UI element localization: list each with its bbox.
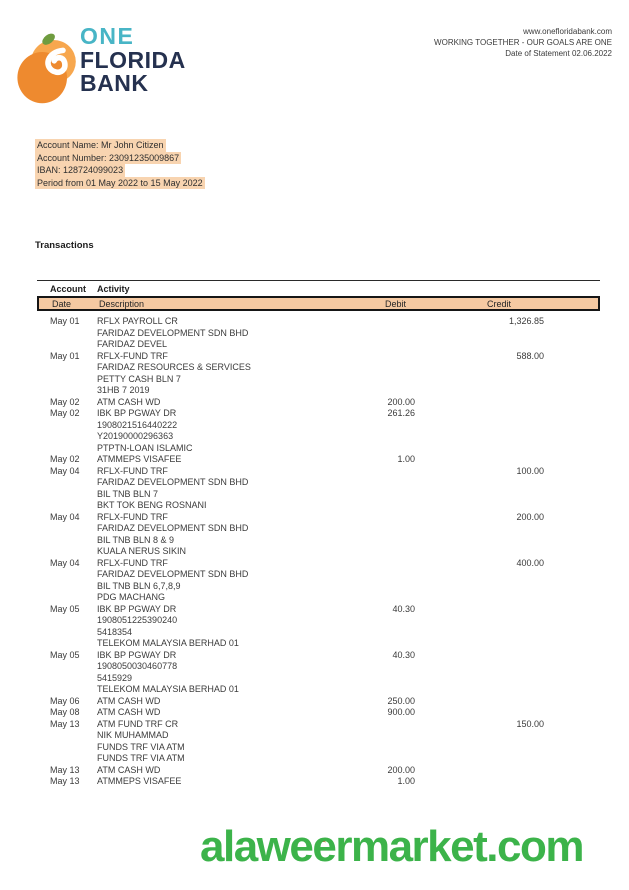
description-cell: PDG MACHANG: [97, 592, 166, 602]
debit-cell: 40.30: [392, 649, 415, 660]
transaction-line: [37, 650, 600, 662]
debit-cell: [340, 328, 415, 340]
account-info-value: Account Name: Mr John Citizen: [37, 140, 164, 150]
column-header-debit: Debit: [385, 298, 407, 309]
debit-cell: 1.00: [397, 776, 415, 786]
credit-cell: [415, 581, 544, 593]
watermark-text: alaweermarket.com: [200, 822, 583, 871]
date-cell: [50, 684, 97, 696]
credit-cell: [415, 374, 544, 386]
credit-cell: [415, 638, 544, 650]
credit-cell: [415, 408, 544, 420]
description-cell: RFLX-FUND TRF: [97, 465, 168, 476]
date-cell: May 01: [50, 350, 80, 361]
bank-logo: [14, 18, 234, 113]
transaction-line: [37, 661, 600, 673]
transaction-line: [37, 627, 600, 639]
description-cell: BIL TNB BLN 8 & 9: [97, 534, 175, 545]
transaction-line: [37, 684, 600, 696]
debit-cell: [340, 431, 415, 443]
credit-cell: [415, 489, 544, 501]
statement-date: Date of Statement 02.06.2022: [505, 49, 612, 58]
credit-cell: [415, 661, 544, 673]
date-cell: [50, 431, 97, 443]
account-info-line: [35, 164, 205, 177]
credit-cell: [415, 454, 544, 466]
transaction-rows: [37, 316, 600, 788]
debit-cell: [340, 638, 415, 650]
debit-cell: [340, 523, 415, 535]
debit-cell: [340, 558, 415, 570]
date-cell: [50, 673, 97, 685]
description-cell: IBK BP PGWAY DR: [97, 408, 177, 418]
description-cell: FUNDS TRF VIA ATM: [97, 741, 185, 752]
transaction-line: [37, 374, 600, 386]
date-cell: [50, 477, 97, 489]
debit-cell: [340, 339, 415, 351]
debit-cell: [340, 351, 415, 363]
debit-cell: 250.00: [387, 695, 415, 706]
description-cell: IBK BP PGWAY DR: [97, 603, 177, 614]
transaction-line: [37, 592, 600, 604]
credit-cell: 150.00: [516, 718, 544, 729]
account-info: [35, 139, 205, 189]
date-cell: [50, 362, 97, 374]
transaction-line: [37, 523, 600, 535]
credit-cell: [415, 385, 544, 397]
description-cell: FUNDS TRF VIA ATM: [97, 753, 185, 763]
description-cell: RFLX-FUND TRF: [97, 557, 168, 568]
statement-header-right: [434, 26, 612, 59]
transaction-line: [37, 753, 600, 765]
debit-cell: 200.00: [387, 396, 415, 407]
date-cell: May 04: [50, 557, 80, 568]
debit-cell: 261.26: [387, 408, 415, 418]
description-cell: 1908050030460778: [97, 661, 178, 671]
debit-cell: [340, 362, 415, 374]
transaction-line: [37, 546, 600, 558]
transaction-line: [37, 707, 600, 719]
bank-name: [80, 25, 186, 96]
transaction-line: [37, 696, 600, 708]
description-cell: IBK BP PGWAY DR: [97, 649, 177, 660]
transaction-line: [37, 466, 600, 478]
date-cell: [50, 546, 97, 558]
description-cell: BIL TNB BLN 6,7,8,9: [97, 580, 181, 591]
debit-cell: [340, 615, 415, 627]
credit-cell: 200.00: [516, 511, 544, 522]
credit-cell: [415, 420, 544, 432]
description-cell: 1908051225390240: [97, 615, 178, 625]
account-info-line: [35, 139, 205, 152]
date-cell: [50, 661, 97, 673]
credit-cell: [415, 753, 544, 765]
date-cell: [50, 753, 97, 765]
group-header-activity: Activity: [97, 284, 130, 294]
credit-cell: [415, 477, 544, 489]
description-cell: ATM CASH WD: [97, 396, 161, 407]
credit-cell: [415, 569, 544, 581]
date-cell: [50, 523, 97, 535]
description-cell: PTPTN-LOAN ISLAMIC: [97, 442, 193, 453]
debit-cell: [340, 546, 415, 558]
description-cell: ATMMEPS VISAFEE: [97, 454, 182, 464]
description-cell: 5418354: [97, 626, 133, 637]
credit-cell: [415, 707, 544, 719]
description-cell: 1908021516440222: [97, 419, 178, 430]
bank-name-florida: FLORIDA: [80, 46, 186, 73]
description-cell: 31HB 7 2019: [97, 385, 150, 395]
credit-cell: [415, 431, 544, 443]
transaction-line: [37, 581, 600, 593]
description-cell: FARIDAZ RESOURCES & SERVICES: [97, 362, 251, 372]
debit-cell: [340, 661, 415, 673]
date-cell: May 04: [50, 511, 80, 522]
description-cell: KUALA NERUS SIKIN: [97, 546, 187, 556]
bank-name-one: ONE: [80, 23, 135, 49]
debit-cell: [340, 719, 415, 731]
transaction-line: [37, 362, 600, 374]
date-cell: May 06: [50, 695, 80, 706]
description-cell: TELEKOM MALAYSIA BERHAD 01: [97, 684, 239, 694]
credit-cell: [415, 443, 544, 455]
bank-website: www.onefloridabank.com: [523, 27, 612, 36]
debit-cell: [340, 673, 415, 685]
debit-cell: 1.00: [397, 454, 415, 464]
transaction-line: [37, 385, 600, 397]
column-header-description: Description: [99, 298, 145, 309]
description-cell: RFLX-FUND TRF: [97, 350, 168, 361]
date-cell: [50, 581, 97, 593]
credit-cell: 1,326.85: [508, 316, 544, 326]
credit-cell: [415, 546, 544, 558]
date-cell: [50, 569, 97, 581]
debit-cell: [340, 592, 415, 604]
transaction-line: [37, 673, 600, 685]
date-cell: [50, 443, 97, 455]
debit-cell: [340, 569, 415, 581]
date-cell: [50, 615, 97, 627]
transaction-line: [37, 420, 600, 432]
credit-cell: [415, 500, 544, 512]
debit-cell: [340, 730, 415, 742]
date-cell: [50, 385, 97, 397]
description-cell: FARIDAZ DEVELOPMENT SDN BHD: [97, 327, 249, 338]
credit-cell: [415, 592, 544, 604]
debit-cell: [340, 489, 415, 501]
debit-cell: [340, 477, 415, 489]
account-info-value: IBAN: 128724099023: [37, 165, 124, 176]
transaction-line: [37, 719, 600, 731]
transaction-line: [37, 535, 600, 547]
date-cell: [50, 328, 97, 340]
transaction-line: [37, 512, 600, 524]
date-cell: May 04: [50, 465, 80, 476]
credit-cell: [415, 523, 544, 535]
transaction-line: [37, 454, 600, 466]
credit-cell: [415, 650, 544, 662]
transaction-line: [37, 489, 600, 501]
description-cell: ATM FUND TRF CR: [97, 718, 179, 729]
date-cell: May 13: [50, 776, 80, 786]
transaction-line: [37, 742, 600, 754]
bank-slogan: WORKING TOGETHER - OUR GOALS ARE ONE: [434, 38, 612, 47]
transaction-line: [37, 558, 600, 570]
date-cell: [50, 489, 97, 501]
transaction-line: [37, 730, 600, 742]
description-cell: RFLX-FUND TRF: [97, 511, 168, 522]
transaction-line: [37, 397, 600, 409]
date-cell: May 01: [50, 316, 80, 326]
date-cell: May 13: [50, 718, 80, 729]
description-cell: ATM CASH WD: [97, 764, 161, 775]
credit-cell: [415, 696, 544, 708]
debit-cell: 900.00: [387, 707, 415, 717]
description-cell: FARIDAZ DEVEL: [97, 339, 168, 349]
credit-cell: [415, 627, 544, 639]
credit-cell: [415, 765, 544, 777]
description-cell: FARIDAZ DEVELOPMENT SDN BHD: [97, 477, 249, 487]
credit-cell: 100.00: [516, 465, 544, 476]
date-cell: May 02: [50, 454, 80, 464]
description-cell: BIL TNB BLN 7: [97, 488, 159, 499]
transaction-line: [37, 328, 600, 340]
transaction-line: [37, 500, 600, 512]
description-cell: FARIDAZ DEVELOPMENT SDN BHD: [97, 523, 249, 533]
description-cell: PETTY CASH BLN 7: [97, 373, 181, 384]
date-cell: [50, 374, 97, 386]
credit-cell: [415, 615, 544, 627]
description-cell: BKT TOK BENG ROSNANI: [97, 500, 207, 510]
date-cell: [50, 638, 97, 650]
transaction-line: [37, 408, 600, 420]
debit-cell: [340, 420, 415, 432]
transaction-line: [37, 615, 600, 627]
table-group-header: [37, 280, 600, 296]
debit-cell: 200.00: [387, 764, 415, 775]
description-cell: 5415929: [97, 672, 133, 683]
debit-cell: [340, 535, 415, 547]
description-cell: ATMMEPS VISAFEE: [97, 776, 182, 786]
date-cell: [50, 500, 97, 512]
date-cell: May 05: [50, 649, 80, 660]
transaction-line: [37, 443, 600, 455]
date-cell: [50, 627, 97, 639]
description-cell: ATM CASH WD: [97, 707, 161, 717]
date-cell: [50, 420, 97, 432]
credit-cell: [415, 730, 544, 742]
transaction-line: [37, 431, 600, 443]
group-header-account: Account: [50, 284, 86, 294]
transaction-line: [37, 477, 600, 489]
date-cell: May 13: [50, 764, 80, 775]
credit-cell: [415, 328, 544, 340]
debit-cell: [340, 753, 415, 765]
date-cell: [50, 592, 97, 604]
transaction-line: [37, 765, 600, 777]
transaction-line: [37, 776, 600, 788]
transactions-title: Transactions: [35, 240, 94, 251]
debit-cell: [340, 385, 415, 397]
description-cell: Y20190000296363: [97, 431, 174, 441]
column-header-date: Date: [52, 298, 72, 309]
description-cell: FARIDAZ DEVELOPMENT SDN BHD: [97, 569, 249, 579]
transaction-line: [37, 569, 600, 581]
date-cell: May 02: [50, 408, 80, 418]
transaction-line: [37, 316, 600, 328]
debit-cell: [340, 374, 415, 386]
debit-cell: [340, 627, 415, 639]
credit-cell: [415, 397, 544, 409]
account-info-line: [35, 177, 205, 190]
credit-cell: [415, 604, 544, 616]
description-cell: ATM CASH WD: [97, 695, 161, 706]
credit-cell: 588.00: [516, 350, 544, 361]
date-cell: [50, 742, 97, 754]
date-cell: May 08: [50, 707, 80, 717]
debit-cell: [340, 443, 415, 455]
transactions-table: [37, 280, 600, 788]
account-info-value: Period from 01 May 2022 to 15 May 2022: [37, 177, 203, 188]
column-header-credit: Credit: [487, 298, 512, 309]
debit-cell: [340, 512, 415, 524]
credit-cell: [415, 742, 544, 754]
debit-cell: [340, 500, 415, 512]
date-cell: [50, 339, 97, 351]
credit-cell: [415, 673, 544, 685]
debit-cell: [340, 742, 415, 754]
description-cell: NIK MUHAMMAD: [97, 730, 169, 740]
transaction-line: [37, 351, 600, 363]
date-cell: [50, 730, 97, 742]
transaction-line: [37, 604, 600, 616]
date-cell: [50, 535, 97, 547]
debit-cell: [340, 684, 415, 696]
debit-cell: [340, 466, 415, 478]
account-info-line: [35, 152, 205, 165]
credit-cell: [415, 684, 544, 696]
description-cell: RFLX PAYROLL CR: [97, 316, 178, 326]
transaction-line: [37, 638, 600, 650]
credit-cell: [415, 535, 544, 547]
credit-cell: [415, 776, 544, 788]
account-info-value: Account Number: 23091235009867: [37, 152, 180, 163]
credit-cell: [415, 362, 544, 374]
credit-cell: [415, 339, 544, 351]
date-cell: May 02: [50, 396, 80, 407]
debit-cell: 40.30: [392, 603, 415, 614]
debit-cell: [340, 581, 415, 593]
bank-name-bank: BANK: [80, 70, 149, 96]
table-column-header: [37, 296, 600, 311]
debit-cell: [340, 316, 415, 328]
transaction-line: [37, 339, 600, 351]
credit-cell: 400.00: [516, 557, 544, 568]
date-cell: May 05: [50, 603, 80, 614]
description-cell: TELEKOM MALAYSIA BERHAD 01: [97, 638, 239, 648]
